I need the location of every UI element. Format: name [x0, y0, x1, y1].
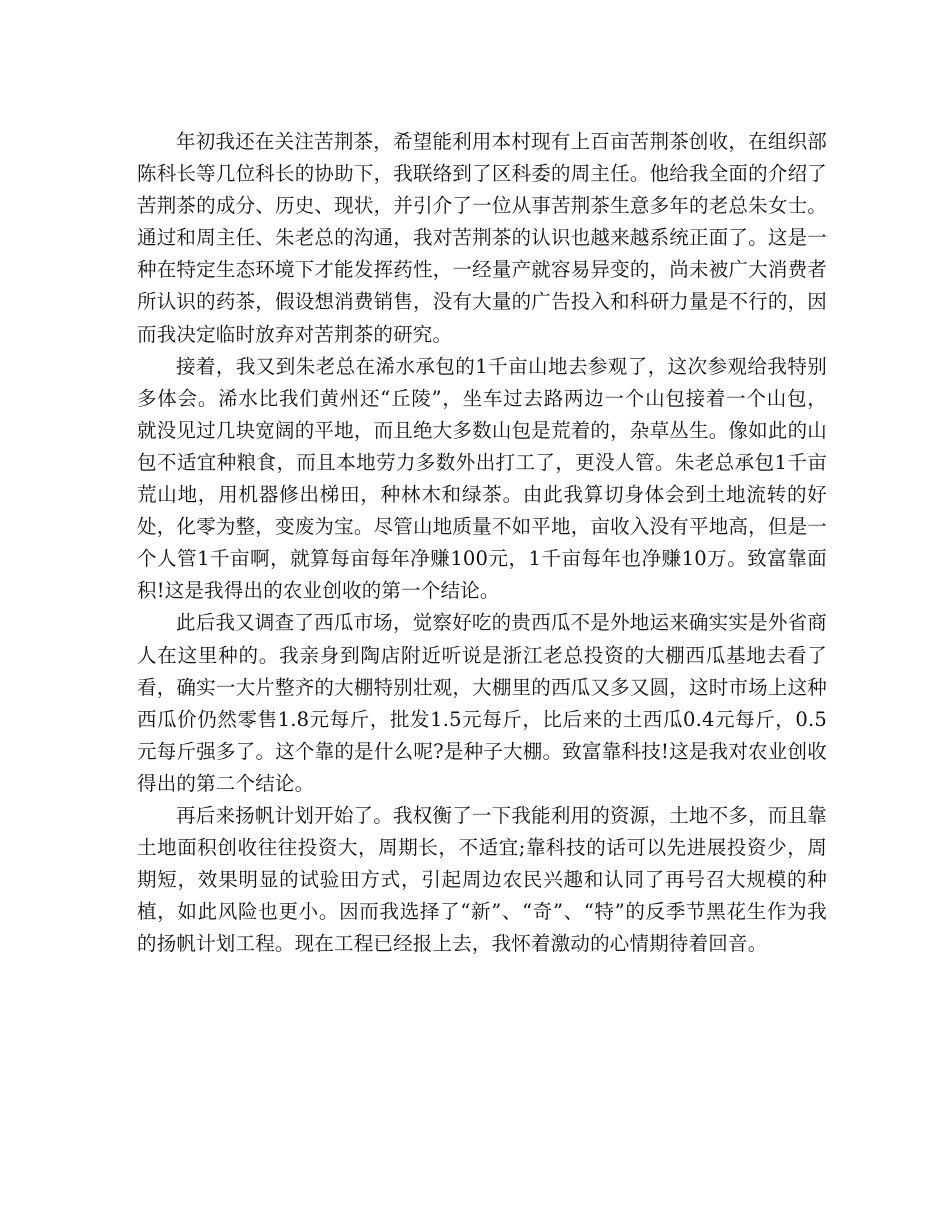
- paragraph-2: 接着，我又到朱老总在浠水承包的1千亩山地去参观了，这次参观给我特别多体会。浠水比我们黄州还“丘陵”，坐车过去路两边一个山包接着一个山包，就没见过几块宽阔的平地，而且绝大多数山包是荒着的，杂草丛生。像如此的山包不适宜种粮食，而且本地劳力多数外出打工了，更没人管。朱老总承包1千亩荒山地，用机器修出梯田，种林木和绿茶。由此我算切身体会到土地流转的好处，化零为整，变废为宝。尽管山地质量不如平地，亩收入没有平地高，但是一个人管1千亩啊，就算每亩每年净赚100元，1千亩每年也净赚10万。致富靠面积!这是我得出的农业创收的第一个结论。: [137, 354, 827, 603]
- document-body: [137, 126, 827, 960]
- paragraph-1: 年初我还在关注苦荆茶，希望能利用本村现有上百亩苦荆茶创收，在组织部陈科长等几位科长的协助下，我联络到了区科委的周主任。他给我全面的介绍了苦荆茶的成分、历史、现状，并引介了一位从事苦荆茶生意多年的老总朱女士。通过和周主任、朱老总的沟通，我对苦荆茶的认识也越来越系统正面了。这是一种在特定生态环境下才能发挥药性，一经量产就容易异变的，尚未被广大消费者所认识的药茶，假设想消费销售，没有大量的广告投入和科研力量是不行的，因而我决定临时放弃对苦荆茶的研究。: [137, 130, 827, 346]
- paragraph-3: 此后我又调查了西瓜市场，觉察好吃的贵西瓜不是外地运来确实实是外省商人在这里种的。我亲身到陶店附近听说是浙江老总投资的大棚西瓜基地去看了看，确实一大片整齐的大棚特别壮观，大棚里的西瓜又多又圆，这时市场上这种西瓜价仍然零售1.8元每斤，批发1.5元每斤，比后来的土西瓜0.4元每斤，0.5元每斤强多了。这个靠的是什么呢?是种子大棚。致富靠科技!这是我对农业创收得出的第二个结论。: [137, 611, 827, 795]
- paragraph-4: 再后来扬帆计划开始了。我权衡了一下我能利用的资源，土地不多，而且靠土地面积创收往往投资大，周期长，不适宜;靠科技的话可以先进展投资少，周期短，效果明显的试验田方式，引起周边农民兴趣和认同了再号召大规模的种植，如此风险也更小。因而我选择了“新”、“奇”、“特”的反季节黑花生作为我的扬帆计划工程。现在工程已经报上去，我怀着激动的心情期待着回音。: [137, 803, 827, 956]
